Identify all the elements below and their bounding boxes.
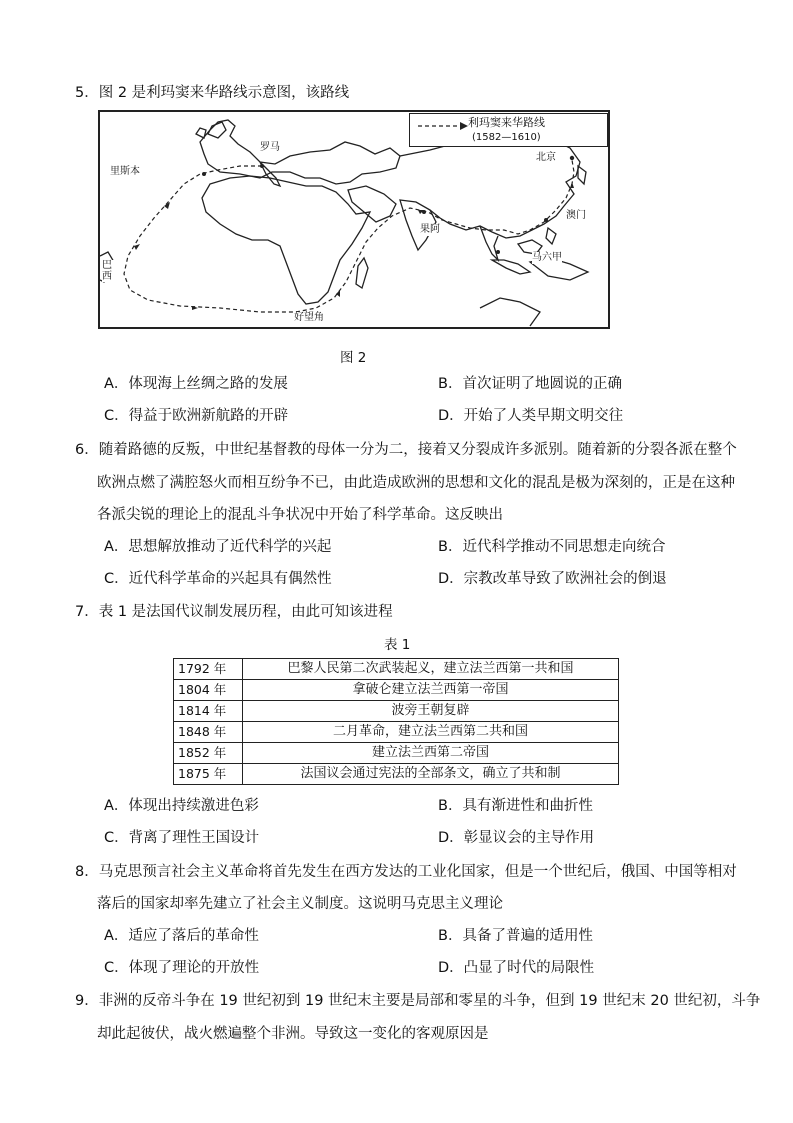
legend-title: 利玛窦来华路线 (468, 116, 545, 129)
map-legend (409, 113, 608, 147)
q5-option-d[interactable]: D．开始了人类早期文明交往 (438, 408, 624, 424)
route-map (98, 110, 610, 329)
label-rome: 罗马 (260, 142, 280, 153)
event-cell: 拿破仑建立法兰西第一帝国 (243, 680, 619, 701)
q5-option-b[interactable]: B．首次证明了地圆说的正确 (438, 376, 622, 392)
label-cape: 好望角 (294, 312, 324, 323)
label-beijing: 北京 (536, 152, 556, 163)
q6-option-b[interactable]: B．近代科学推动不同思想走向统合 (438, 539, 666, 555)
year-cell: 1852 年 (174, 743, 243, 764)
label-brazil: 巴西 (102, 260, 116, 282)
table-row (174, 701, 619, 722)
q9-stem-line-1: 9．非洲的反帝斗争在 19 世纪初到 19 世纪末主要是局部和零星的斗争，但到 19 世纪末 20 世纪初，斗争 (75, 993, 761, 1009)
event-cell: 法国议会通过宪法的全部条文，确立了共和制 (243, 764, 619, 785)
year-cell: 1804 年 (174, 680, 243, 701)
legend-years: (1582—1610) (472, 132, 541, 143)
label-malacca: 马六甲 (532, 252, 562, 263)
q6-stem-line-3: 各派尖锐的理论上的混乱斗争状况中开始了科学革命。这反映出 (97, 507, 503, 523)
table-row (174, 722, 619, 743)
label-macau: 澳门 (566, 210, 586, 221)
label-goa: 果阿 (420, 224, 440, 235)
route-legend-icon (418, 120, 468, 132)
table-row (174, 764, 619, 785)
label-lisbon: 里斯本 (110, 166, 140, 177)
table-title: 表 1 (384, 637, 411, 653)
q7-stem: 7．表 1 是法国代议制发展历程，由此可知该进程 (75, 604, 393, 620)
year-cell: 1875 年 (174, 764, 243, 785)
table-row (174, 680, 619, 701)
event-cell: 二月革命，建立法兰西第二共和国 (243, 722, 619, 743)
q8-option-d[interactable]: D．凸显了时代的局限性 (438, 960, 595, 976)
q8-option-a[interactable]: A．适应了落后的革命性 (104, 928, 259, 944)
q6-stem-line-2: 欧洲点燃了满腔怒火而相互纷争不已，由此造成欧洲的思想和文化的混乱是极为深刻的，正是在这种 (97, 475, 735, 491)
year-cell: 1814 年 (174, 701, 243, 722)
q6-option-a[interactable]: A．思想解放推动了近代科学的兴起 (104, 539, 332, 555)
q5-option-a[interactable]: A．体现海上丝绸之路的发展 (104, 376, 288, 392)
france-timeline-table (173, 658, 619, 785)
q6-option-c[interactable]: C．近代科学革命的兴起具有偶然性 (104, 571, 332, 587)
q8-option-b[interactable]: B．具备了普遍的适用性 (438, 928, 593, 944)
event-cell: 波旁王朝复辟 (243, 701, 619, 722)
figure-caption: 图 2 (340, 350, 367, 366)
q8-stem-line-1: 8．马克思预言社会主义革命将首先发生在西方发达的工业化国家，但是一个世纪后，俄国、中国等相对 (75, 864, 737, 880)
q9-stem-line-2: 却此起彼伏，战火燃遍整个非洲。导致这一变化的客观原因是 (97, 1026, 489, 1042)
event-cell: 建立法兰西第二帝国 (243, 743, 619, 764)
q7-option-b[interactable]: B．具有渐进性和曲折性 (438, 798, 593, 814)
event-cell: 巴黎人民第二次武装起义，建立法兰西第一共和国 (243, 659, 619, 680)
q5-option-c[interactable]: C．得益于欧洲新航路的开辟 (104, 408, 289, 424)
table-row (174, 659, 619, 680)
q7-option-c[interactable]: C．背离了理性王国设计 (104, 830, 260, 846)
q5-stem: 5．图 2 是利玛窦来华路线示意图，该路线 (75, 85, 350, 101)
table-row (174, 743, 619, 764)
q6-option-d[interactable]: D．宗教改革导致了欧洲社会的倒退 (438, 571, 667, 587)
year-cell: 1792 年 (174, 659, 243, 680)
q7-option-d[interactable]: D．彰显议会的主导作用 (438, 830, 595, 846)
q8-stem-line-2: 落后的国家却率先建立了社会主义制度。这说明马克思主义理论 (97, 896, 503, 912)
q7-option-a[interactable]: A．体现出持续激进色彩 (104, 798, 259, 814)
q8-option-c[interactable]: C．体现了理论的开放性 (104, 960, 260, 976)
year-cell: 1848 年 (174, 722, 243, 743)
q6-stem-line-1: 6．随着路德的反叛，中世纪基督教的母体一分为二，接着又分裂成许多派别。随着新的分裂各派在整个 (75, 442, 737, 458)
